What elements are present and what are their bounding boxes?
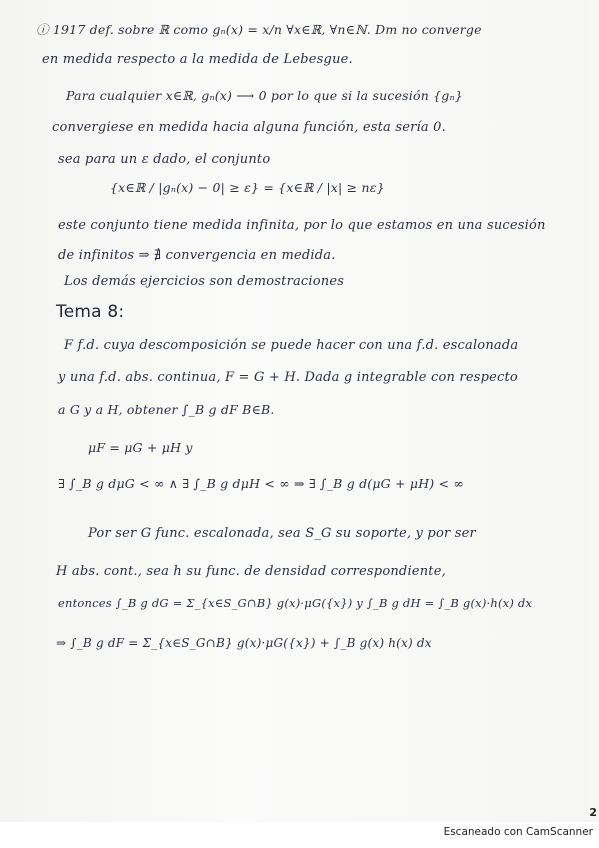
section-line-9: ⇒ ∫_B g dF = Σ_{x∈S_G∩B} g(x)·μG({x}) + ∫_B g(x) h(x) dx <box>56 636 432 650</box>
section-line-1: F f.d. cuya descomposición se puede hacer con una f.d. escalonada <box>64 338 519 353</box>
text-line-1: ⓘ 1917 def. sobre ℝ como gₙ(x) = x/n ∀x∈ℝ, ∀n∈ℕ. Dm no converge <box>36 22 482 37</box>
text-line-3: Para cualquier x∈ℝ, gₙ(x) ⟶ 0 por lo que si la sucesión {gₙ} <box>66 88 463 103</box>
section-line-8: entonces ∫_B g dG = Σ_{x∈S_G∩B} g(x)·μG({x}) y ∫_B g dH = ∫_B g(x)·h(x) dx <box>58 596 533 610</box>
section-line-6: Por ser G func. escalonada, sea S_G su soporte, y por ser <box>88 526 476 541</box>
text-line-5: sea para un ε dado, el conjunto <box>58 152 271 167</box>
section-title: Tema 8: <box>56 302 125 322</box>
section-line-4: μF = μG + μH y <box>88 440 193 455</box>
text-line-4: convergiese en medida hacia alguna función, esta sería 0. <box>52 120 446 135</box>
scanner-footer <box>0 822 599 848</box>
text-line-8: de infinitos ⇒ ∄ convergencia en medida. <box>58 248 336 263</box>
section-line-5: ∃ ∫_B g dμG < ∞ ∧ ∃ ∫_B g dμH < ∞ ⇒ ∃ ∫_B g d(μG + μH) < ∞ <box>58 476 465 491</box>
section-line-7: H abs. cont., sea h su func. de densidad correspondiente, <box>56 564 446 579</box>
text-line-2: en medida respecto a la medida de Lebesgue. <box>42 52 353 67</box>
page-number: 2 <box>589 806 597 819</box>
section-line-2: y una f.d. abs. continua, F = G + H. Dada g integrable con respecto <box>58 370 518 385</box>
text-line-6: {x∈ℝ / |gₙ(x) − 0| ≥ ε} = {x∈ℝ / |x| ≥ nε} <box>110 180 385 195</box>
text-line-9: Los demás ejercicios son demostraciones <box>64 274 345 289</box>
text-line-7: este conjunto tiene medida infinita, por lo que estamos en una sucesión <box>58 218 546 233</box>
section-line-3: a G y a H, obtener ∫_B g dF B∈B. <box>58 402 275 417</box>
scanner-watermark-text: Escaneado con CamScanner <box>443 826 593 838</box>
